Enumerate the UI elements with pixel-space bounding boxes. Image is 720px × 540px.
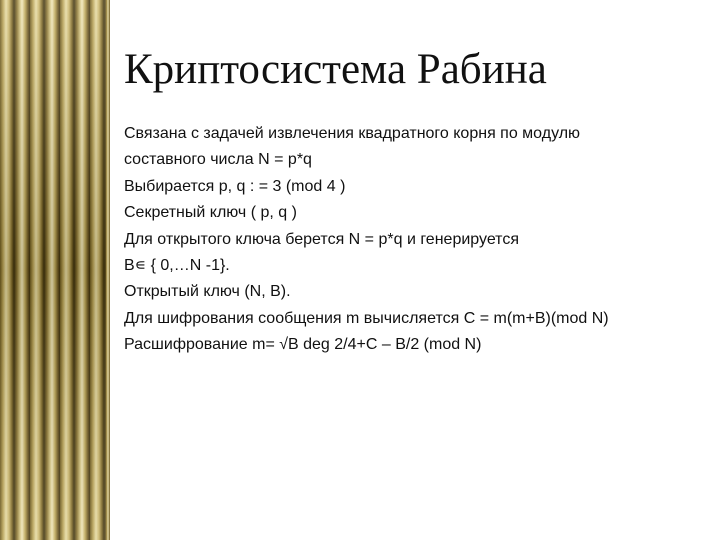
body-line-3: Выбирается p, q : = 3 (mod 4 )	[124, 177, 346, 195]
body-line-6: B∊ { 0,…N -1}.	[124, 256, 230, 274]
slide-body	[124, 121, 709, 359]
body-line-4: Секретный ключ ( p, q )	[124, 204, 297, 222]
body-line-7: Открытый ключ (N, B).	[124, 283, 291, 301]
body-line-2: составного числа N = p*q	[124, 151, 312, 169]
body-line-1: Связана с задачей извлечения квадратного корня по модулю	[124, 125, 581, 142]
border-edge	[106, 0, 110, 540]
decorative-border	[0, 0, 106, 540]
slide-title: Криптосистема Рабина	[124, 46, 547, 93]
body-line-8: Для шифрования сообщения m вычисляется C = m(m+B)(mod N)	[124, 309, 609, 327]
body-line-5: Для открытого ключа берется N = p*q и генерируется	[124, 230, 519, 248]
body-line-9: Расшифрование m= √B deg 2/4+C – B/2 (mod N)	[124, 336, 482, 354]
